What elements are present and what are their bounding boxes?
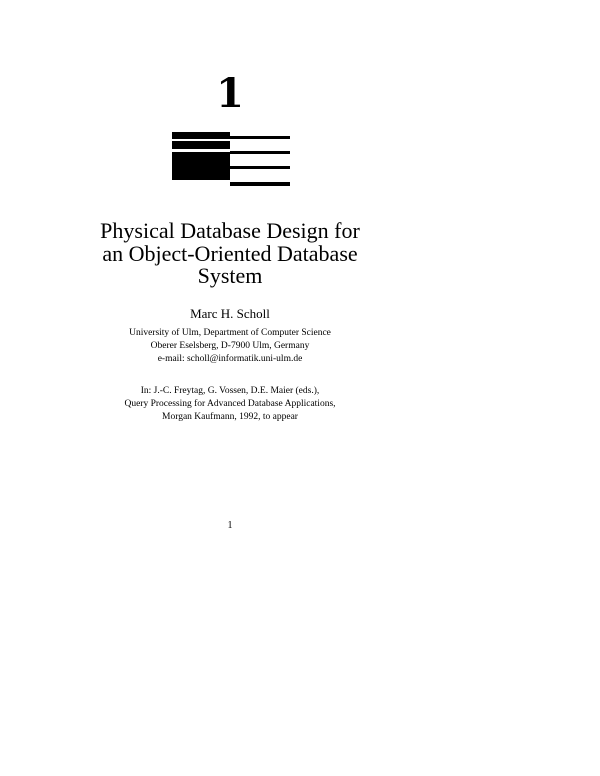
publication-note <box>0 385 460 424</box>
citation-line: Query Processing for Advanced Database Applications, <box>124 399 336 409</box>
affiliation-line: e-mail: scholl@informatik.uni-ulm.de <box>157 354 303 364</box>
author-name: Marc H. Scholl <box>190 306 270 321</box>
affiliation-line: University of Ulm, Department of Computer Science <box>129 328 331 338</box>
citation-line: In: J.-C. Freytag, G. Vossen, D.E. Maier (eds.), <box>140 386 320 396</box>
affiliation-line: Oberer Eselsberg, D-7900 Ulm, Germany <box>150 341 310 351</box>
chapter-ornament <box>172 132 290 188</box>
author-affiliation <box>0 327 460 366</box>
chapter-number: 1 <box>216 70 244 117</box>
citation-line: Morgan Kaufmann, 1992, to appear <box>162 412 298 422</box>
title-line: System <box>197 263 263 288</box>
title-line: Physical Database Design for <box>100 218 360 243</box>
page-number: 1 <box>227 520 233 531</box>
title-line: an Object-Oriented Database <box>102 240 358 266</box>
chapter-title <box>0 220 460 288</box>
